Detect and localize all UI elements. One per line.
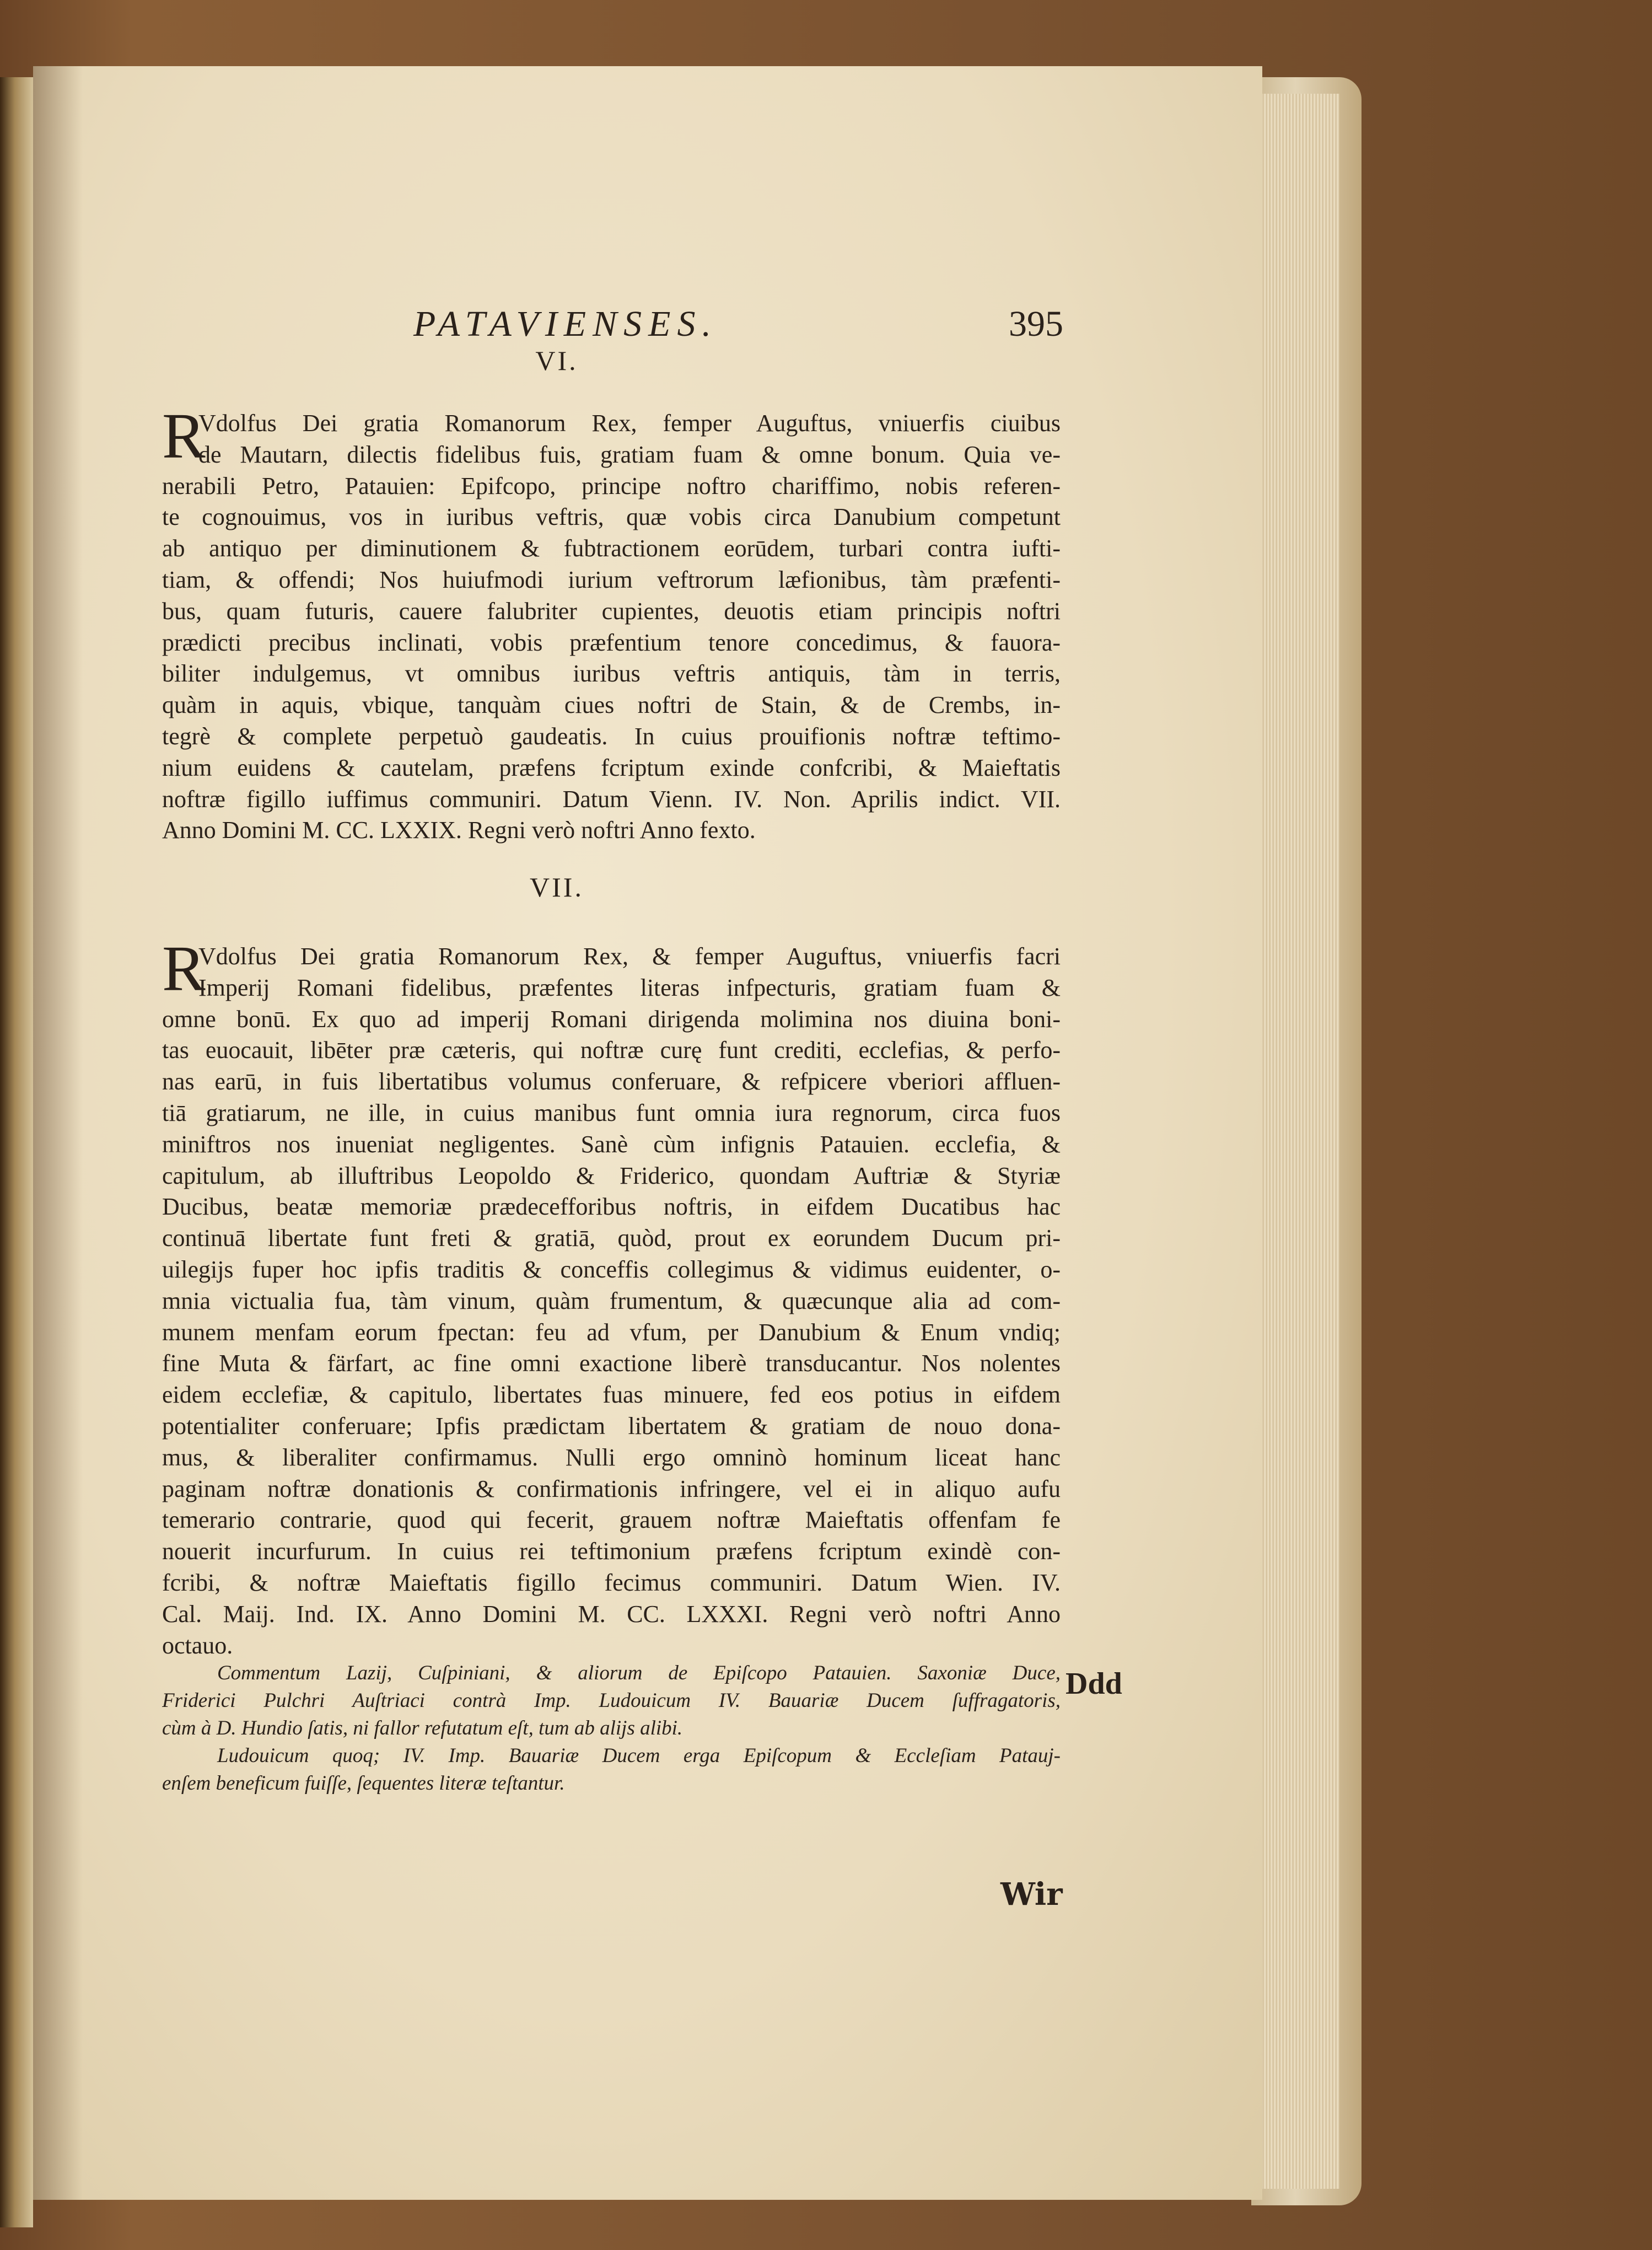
text-line: Ducibus, beatæ memoriæ prædecefforibus noftris, in eifdem Ducatibus hac	[162, 1193, 1061, 1221]
charter-text-vi	[162, 408, 1061, 846]
text-line: nerabili Petro, Patauien: Epifcopo, principe noftro chariffimo, nobis referen-	[162, 472, 1061, 500]
text-line: omne bonū. Ex quo ad imperij Romani dirigenda molimina nos diuina boni-	[162, 1005, 1061, 1033]
text-line: capitulum, ab illuftribus Leopoldo & Friderico, quondam Auftriæ & Styriæ	[162, 1162, 1061, 1189]
section-number-vi: VI.	[535, 345, 578, 376]
commentary-line: Ludouicum quoq; IV. Imp. Bauariæ Ducem erga Epiſcopum & Eccleſiam Patauj-	[217, 1744, 1061, 1767]
text-line: nouerit incurfurum. In cuius rei teftimonium præfens fcriptum exindè con-	[162, 1538, 1061, 1565]
text-line: Vdolfus Dei gratia Romanorum Rex, & femper Auguftus, vniuerfis facri	[198, 943, 1061, 970]
text-line: quàm in aquis, vbique, tanquàm ciues noftri de Stain, & de Crembs, in-	[162, 691, 1061, 719]
signature-mark: Ddd	[1066, 1667, 1122, 1701]
text-line: tiam, & offendi; Nos huiufmodi iurium veftrorum læfionibus, tàm præfenti-	[162, 566, 1061, 593]
text-line: te cognouimus, vos in iuribus veftris, quæ vobis circa Danubium competunt	[162, 503, 1061, 531]
text-line: uilegijs fuper hoc ipfis traditis & conceffis collegimus & vidimus euidenter, o-	[162, 1255, 1061, 1283]
text-line: biliter indulgemus, vt omnibus iuribus veftris antiquis, tàm in terris,	[162, 660, 1061, 688]
text-line: Vdolfus Dei gratia Romanorum Rex, femper Auguftus, vniuerfis ciuibus	[198, 410, 1061, 437]
gutter-shadow	[33, 66, 83, 2200]
text-line: de Mautarn, dilectis fidelibus fuis, gratiam fuam & omne bonum. Quia ve-	[198, 441, 1061, 468]
commentary-note	[162, 1660, 1061, 1797]
text-line: mnia victualia fua, tàm vinum, quàm frumentum, & quæcunque alia ad com-	[162, 1287, 1061, 1314]
text-line: fcribi, & noftræ Maieftatis figillo fecimus communiri. Datum Wien. IV.	[162, 1569, 1061, 1596]
catchword: Wir	[1000, 1876, 1063, 1913]
page-edges	[1257, 94, 1339, 2189]
commentary-line: Friderici Pulchri Auſtriaci contrà Imp. Ludouicum IV. Bauariæ Ducem ſuffragatoris,	[162, 1689, 1061, 1712]
facing-page-edge	[0, 77, 33, 2227]
drop-cap: R	[162, 400, 206, 472]
commentary-line: cùm à D. Hundio ſatis, ni fallor refutatum eſt, tum ab alijs alibi.	[162, 1717, 683, 1739]
text-line: ab antiquo per diminutionem & fubtractionem eorūdem, turbari contra iufti-	[162, 535, 1061, 562]
text-line: prædicti precibus inclinati, vobis præfentium tenore concedimus, & fauora-	[162, 629, 1061, 656]
text-line: nium euidens & cautelam, præfens fcriptum exinde confcribi, & Maieftatis	[162, 754, 1061, 781]
section-number-vii: VII.	[530, 872, 584, 903]
text-line: miniftros nos inueniat negligentes. Sanè cùm infignis Patauien. ecclefia, &	[162, 1130, 1061, 1158]
text-line: noftræ figillo iuffimus communiri. Datum Vienn. IV. Non. Aprilis indict. VII.	[162, 785, 1061, 813]
text-line: paginam noftræ donationis & confirmationis infringere, vel ei in aliquo aufu	[162, 1475, 1061, 1502]
commentary-line: Commentum Lazij, Cuſpiniani, & aliorum de Epiſcopo Patauien. Saxoniæ Duce,	[217, 1662, 1061, 1684]
text-line: Imperij Romani fidelibus, præfentes literas infpecturis, gratiam fuam &	[198, 974, 1061, 1001]
text-line: tas euocauit, libēter præ cæteris, qui noftræ curę funt crediti, ecclefias, & perfo-	[162, 1037, 1061, 1064]
book-page	[33, 66, 1262, 2200]
commentary-line: enſem beneficum fuiſſe, ſequentes literæ teſtantur.	[162, 1772, 565, 1795]
text-line: Anno Domini M. CC. LXXIX. Regni verò noftri Anno fexto.	[162, 817, 756, 844]
drop-cap: R	[162, 932, 206, 1005]
text-line: fine Muta & färfart, ac fine omni exactione liberè transducantur. Nos nolentes	[162, 1350, 1061, 1377]
text-line: munem menfam eorum fpectan: feu ad vfum, per Danubium & Enum vndiq;	[162, 1318, 1061, 1346]
text-line: continuā libertate funt freti & gratiā, quòd, prout ex eorundem Ducum pri-	[162, 1225, 1061, 1252]
text-line: mus, & liberaliter confirmamus. Nulli ergo omninò hominum liceat hanc	[162, 1443, 1061, 1471]
text-line: potentialiter conferuare; Ipfis prædictam libertatem & gratiam de nouo dona-	[162, 1412, 1061, 1440]
text-line: Cal. Maij. Ind. IX. Anno Domini M. CC. LXXXI. Regni verò noftri Anno	[162, 1600, 1061, 1628]
running-head: PATAVIENSES.	[413, 304, 718, 344]
text-line: bus, quam futuris, cauere falubriter cupientes, deuotis etiam principis noftri	[162, 597, 1061, 625]
text-line: tiā gratiarum, ne ille, in cuius manibus funt omnia iura regnorum, circa fuos	[162, 1099, 1061, 1126]
text-line: octauo.	[162, 1631, 233, 1659]
text-line: eidem ecclefiæ, & capitulo, libertates fuas minuere, fed eos potius in eifdem	[162, 1381, 1061, 1409]
text-line: tegrè & complete perpetuò gaudeatis. In cuius prouifionis noftræ teftimo-	[162, 722, 1061, 750]
charter-text-vii	[162, 941, 1061, 1661]
text-line: nas earū, in fuis libertatibus volumus conferuare, & refpicere vberiori affluen-	[162, 1068, 1061, 1096]
text-line: temerario contrarie, quod qui fecerit, grauem noftræ Maieftatis offenfam fe	[162, 1506, 1061, 1534]
page-number: 395	[1009, 304, 1063, 344]
